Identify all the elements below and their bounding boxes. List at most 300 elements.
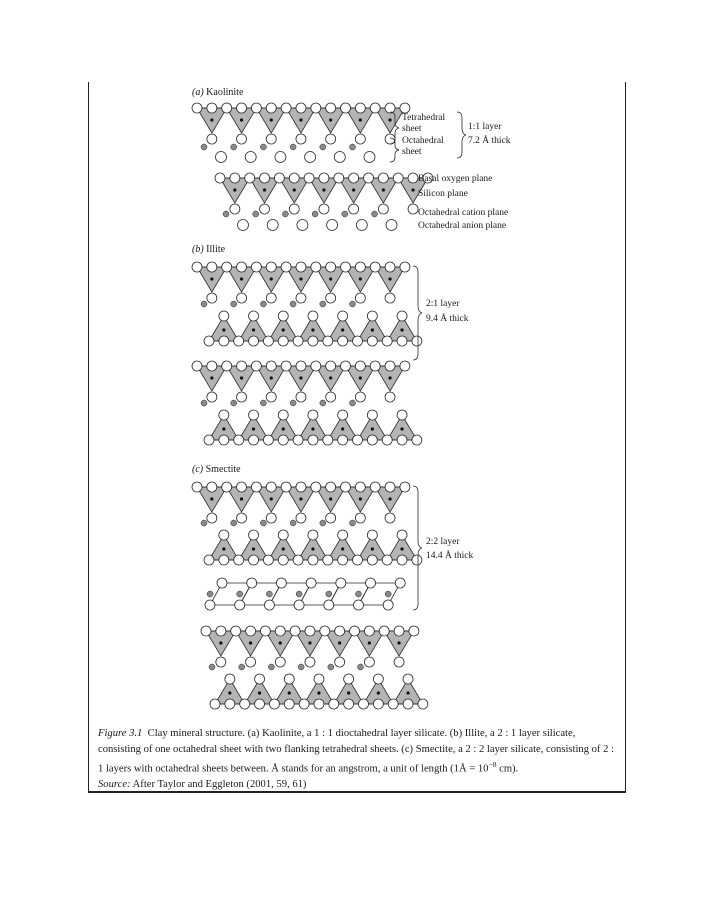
apex-oxygen-atom <box>338 530 348 540</box>
octahedral-cation <box>260 520 266 526</box>
oxygen-atom <box>275 626 285 636</box>
octahedral-cation <box>320 144 326 150</box>
figure-caption <box>98 726 618 793</box>
apex-oxygen-atom <box>219 311 229 321</box>
silicon-atom <box>311 547 314 550</box>
caption-text-end: cm). <box>496 763 519 775</box>
oxygen-atom <box>215 173 225 183</box>
oxygen-atom <box>370 482 380 492</box>
octahedral-cation <box>342 211 348 217</box>
oxygen-atom <box>281 262 291 272</box>
panel-b-label <box>192 244 225 256</box>
oxygen-atom <box>284 699 294 709</box>
oxygen-atom <box>290 626 300 636</box>
silicon-atom <box>311 328 314 331</box>
octahedral-anion <box>356 220 367 231</box>
oxygen-atom <box>382 435 392 445</box>
octahedral-cation <box>253 211 259 217</box>
silicon-atom <box>400 427 403 430</box>
apex-oxygen-atom <box>284 674 294 684</box>
oxygen-atom <box>207 103 217 113</box>
basal-oxygen-plane-label: Basal oxygen plane <box>418 174 493 184</box>
silicon-atom <box>359 277 362 280</box>
octahedral-sheet-label-2: sheet <box>402 147 422 157</box>
oxygen-atom <box>251 361 261 371</box>
oxygen-atom <box>353 435 363 445</box>
silicon-atom <box>210 497 213 500</box>
octahedral-cation <box>350 301 356 307</box>
oxygen-atom <box>367 435 377 445</box>
octahedral-cation <box>358 664 364 670</box>
illite-layer-type: 2:1 layer <box>426 299 460 309</box>
interlayer-cation <box>207 591 213 597</box>
panel-c-name: Smectite <box>205 464 241 475</box>
apex-oxygen-atom <box>237 513 247 523</box>
apex-oxygen-atom <box>255 674 265 684</box>
oxygen-atom <box>418 699 428 709</box>
silicon-atom <box>282 427 285 430</box>
hydroxide-anion <box>294 600 304 610</box>
oxygen-atom <box>230 173 240 183</box>
silicon-atom <box>210 277 213 280</box>
silicon-atom <box>388 118 391 121</box>
octahedral-sheet-label: Octahedral <box>402 136 444 146</box>
oxygen-atom <box>293 435 303 445</box>
interlayer-cation <box>266 591 272 597</box>
oxygen-atom <box>225 699 235 709</box>
octahedral-anion <box>216 152 227 163</box>
oxygen-atom <box>219 435 229 445</box>
apex-oxygen-atom <box>249 311 259 321</box>
octahedral-anion <box>267 220 278 231</box>
oxygen-atom <box>210 699 220 709</box>
oxygen-atom <box>234 435 244 445</box>
oxygen-atom <box>245 173 255 183</box>
octahedral-cation <box>372 211 378 217</box>
oxygen-atom <box>216 626 226 636</box>
oxygen-atom <box>353 336 363 346</box>
apex-oxygen-atom <box>355 293 365 303</box>
apex-oxygen-atom <box>335 657 345 667</box>
apex-oxygen-atom <box>355 513 365 523</box>
caption-source-label: Source: <box>98 779 131 791</box>
silicon-atom <box>359 497 362 500</box>
octahedral-cation <box>201 520 207 526</box>
panel-c-label <box>192 464 241 476</box>
oxygen-atom <box>192 262 202 272</box>
octahedral-cation <box>298 664 304 670</box>
apex-oxygen-atom <box>397 530 407 540</box>
hydroxide-anion <box>205 600 215 610</box>
silicon-atom <box>377 691 380 694</box>
oxygen-atom <box>296 103 306 113</box>
apex-oxygen-atom <box>266 392 276 402</box>
oxygen-atom <box>260 173 270 183</box>
octahedral-anion <box>386 220 397 231</box>
octahedral-cation <box>328 664 334 670</box>
apex-oxygen-atom <box>237 392 247 402</box>
octahedral-cation <box>290 144 296 150</box>
silicon-atom <box>240 497 243 500</box>
oxygen-atom <box>326 361 336 371</box>
silicon-atom <box>329 118 332 121</box>
apex-oxygen-atom <box>289 204 299 214</box>
oxygen-atom <box>370 361 380 371</box>
oxygen-atom <box>251 103 261 113</box>
oxygen-atom <box>293 336 303 346</box>
silicon-atom <box>270 497 273 500</box>
oxygen-atom <box>349 173 359 183</box>
silicon-atom <box>299 277 302 280</box>
octahedral-cation <box>260 301 266 307</box>
hydroxide-anion <box>264 600 274 610</box>
oxygen-atom <box>219 555 229 565</box>
apex-oxygen-atom <box>260 204 270 214</box>
layer-2-2-brace <box>413 486 422 610</box>
oxygen-atom <box>341 361 351 371</box>
octahedral-anion <box>327 220 338 231</box>
octahedral-cation <box>260 400 266 406</box>
apex-oxygen-atom <box>397 410 407 420</box>
silicon-atom <box>329 277 332 280</box>
silicon-atom <box>270 118 273 121</box>
silicon-atom <box>338 641 341 644</box>
apex-oxygen-atom <box>308 530 318 540</box>
silicon-atom <box>388 277 391 280</box>
apex-oxygen-atom <box>278 410 288 420</box>
oxygen-atom <box>338 336 348 346</box>
hydroxide-anion <box>336 578 346 588</box>
apex-oxygen-atom <box>216 657 226 667</box>
apex-oxygen-atom <box>296 392 306 402</box>
oxygen-atom <box>263 435 273 445</box>
illite-layer-thickness: 9.4 Å thick <box>426 314 469 324</box>
oxygen-atom <box>201 626 211 636</box>
silicon-atom <box>347 691 350 694</box>
oxygen-atom <box>207 361 217 371</box>
interlayer-cation <box>296 591 302 597</box>
octahedral-cation-plane-label: Octahedral cation plane <box>418 208 509 218</box>
silicon-atom <box>228 691 231 694</box>
oxygen-atom <box>320 626 330 636</box>
oxygen-atom <box>192 361 202 371</box>
silicon-atom <box>263 188 266 191</box>
oxygen-atom <box>344 699 354 709</box>
hydroxide-anion <box>217 578 227 588</box>
oxygen-atom <box>311 361 321 371</box>
apex-oxygen-atom <box>225 674 235 684</box>
silicon-atom <box>388 376 391 379</box>
caption-text: Clay mineral structure. (a) Kaolinite, a 1 : 1 dioctahedral layer silicate. (b) Illite, a 2 : 1 layer silicate, consisting of one octahedral sheet with two flanking tetrahedral sheets. (c) Smectite, a 2 : 2 layer silicate, consisting of 2 : 1 layers with octahedral sheets between. Å stands for an angstrom, a unit of length (1Å = 10 <box>98 728 615 775</box>
oxygen-atom <box>237 482 247 492</box>
octahedral-cation <box>350 144 356 150</box>
octahedral-cation <box>231 400 237 406</box>
silicon-atom <box>270 277 273 280</box>
panel-c-letter: (c) <box>192 464 204 475</box>
interlayer-cation <box>385 591 391 597</box>
oxygen-atom <box>338 555 348 565</box>
hydroxide-anion <box>395 578 405 588</box>
silicon-atom <box>400 328 403 331</box>
oxygen-atom <box>260 626 270 636</box>
octahedral-cation <box>231 520 237 526</box>
oxygen-atom <box>207 482 217 492</box>
apex-oxygen-atom <box>385 513 395 523</box>
oxygen-atom <box>237 262 247 272</box>
silicon-atom <box>388 497 391 500</box>
apex-oxygen-atom <box>207 392 217 402</box>
oxygen-atom <box>323 435 333 445</box>
oxygen-atom <box>222 482 232 492</box>
oxygen-atom <box>378 173 388 183</box>
kaolinite-layer-type: 1:1 layer <box>468 122 502 132</box>
apex-oxygen-atom <box>275 657 285 667</box>
octahedral-cation <box>290 301 296 307</box>
silicon-atom <box>406 691 409 694</box>
hydroxide-anion <box>247 578 257 588</box>
oxygen-atom <box>350 626 360 636</box>
oxygen-atom <box>266 482 276 492</box>
octahedral-cation <box>320 400 326 406</box>
oxygen-atom <box>222 262 232 272</box>
layer-1-1-brace <box>457 112 466 158</box>
caption-source <box>98 777 618 793</box>
apex-oxygen-atom <box>230 204 240 214</box>
apex-oxygen-atom <box>296 293 306 303</box>
apex-oxygen-atom <box>207 513 217 523</box>
silicon-atom <box>352 188 355 191</box>
panel-a-name: Kaolinite <box>206 87 244 98</box>
octahedral-cation <box>231 301 237 307</box>
oxygen-atom <box>296 361 306 371</box>
hydroxide-octahedron <box>359 583 401 605</box>
silicon-atom <box>322 188 325 191</box>
silicon-atom <box>210 118 213 121</box>
silicon-atom <box>317 691 320 694</box>
oxygen-atom <box>269 699 279 709</box>
oxygen-atom <box>299 699 309 709</box>
oxygen-atom <box>304 173 314 183</box>
silicon-atom <box>371 547 374 550</box>
oxygen-atom <box>323 336 333 346</box>
apex-oxygen-atom <box>249 530 259 540</box>
hydroxide-anion <box>235 600 245 610</box>
hydroxide-anion <box>366 578 376 588</box>
silicon-atom <box>371 427 374 430</box>
oxygen-atom <box>385 361 395 371</box>
silicon-atom <box>382 188 385 191</box>
oxygen-atom <box>382 336 392 346</box>
oxygen-atom <box>308 555 318 565</box>
oxygen-atom <box>204 336 214 346</box>
apex-oxygen-atom <box>308 311 318 321</box>
silicon-atom <box>299 497 302 500</box>
oxygen-atom <box>326 482 336 492</box>
oxygen-atom <box>192 482 202 492</box>
silicon-atom <box>222 547 225 550</box>
oxygen-atom <box>412 555 422 565</box>
oxygen-atom <box>234 555 244 565</box>
oxygen-atom <box>296 482 306 492</box>
octahedral-anion-plane-label: Octahedral anion plane <box>418 221 507 231</box>
interlayer-cation <box>237 591 243 597</box>
interlayer-cation <box>356 591 362 597</box>
apex-oxygen-atom <box>367 530 377 540</box>
silicon-atom <box>311 427 314 430</box>
silicon-plane-label: Silicon plane <box>418 189 468 199</box>
silicon-atom <box>359 118 362 121</box>
octahedral-cation <box>320 301 326 307</box>
silicon-atom <box>210 376 213 379</box>
oxygen-atom <box>326 103 336 113</box>
silicon-atom <box>270 376 273 379</box>
oxygen-atom <box>370 262 380 272</box>
octahedral-cation <box>223 211 229 217</box>
oxygen-atom <box>334 173 344 183</box>
octahedral-cation <box>350 400 356 406</box>
caption-body <box>98 726 618 777</box>
oxygen-atom <box>367 336 377 346</box>
oxygen-atom <box>192 103 202 113</box>
oxygen-atom <box>281 103 291 113</box>
oxygen-atom <box>251 262 261 272</box>
oxygen-atom <box>266 262 276 272</box>
apex-oxygen-atom <box>246 657 256 667</box>
tetrahedral-sheet-label: Tetrahedral <box>402 113 446 123</box>
hydroxide-anion <box>383 600 393 610</box>
hydroxide-anion <box>306 578 316 588</box>
oxygen-atom <box>367 555 377 565</box>
oxygen-atom <box>278 555 288 565</box>
apex-oxygen-atom <box>237 134 247 144</box>
oxygen-atom <box>281 361 291 371</box>
silicon-atom <box>252 328 255 331</box>
apex-oxygen-atom <box>367 311 377 321</box>
oxygen-atom <box>207 262 217 272</box>
caption-figure-label: Figure 3.1 <box>98 728 143 739</box>
apex-oxygen-atom <box>237 293 247 303</box>
oxygen-atom <box>400 361 410 371</box>
apex-oxygen-atom <box>319 204 329 214</box>
apex-oxygen-atom <box>296 134 306 144</box>
apex-oxygen-atom <box>249 410 259 420</box>
apex-oxygen-atom <box>385 293 395 303</box>
apex-oxygen-atom <box>207 134 217 144</box>
silicon-atom <box>293 188 296 191</box>
oxygen-atom <box>231 626 241 636</box>
apex-oxygen-atom <box>326 134 336 144</box>
octahedral-anion <box>297 220 308 231</box>
oxygen-atom <box>293 555 303 565</box>
oxygen-atom <box>308 435 318 445</box>
octahedral-anion <box>245 152 256 163</box>
silicon-atom <box>400 547 403 550</box>
apex-oxygen-atom <box>326 513 336 523</box>
silicon-atom <box>258 691 261 694</box>
kaolinite-layer-thickness: 7.2 Å thick <box>468 136 511 146</box>
oxygen-atom <box>234 336 244 346</box>
oxygen-atom <box>394 626 404 636</box>
octahedral-cation <box>268 664 274 670</box>
apex-oxygen-atom <box>403 674 413 684</box>
tetrahedral-sheet-label-2: sheet <box>402 124 422 134</box>
silicon-atom <box>233 188 236 191</box>
apex-oxygen-atom <box>308 410 318 420</box>
octahedral-cation <box>231 144 237 150</box>
oxygen-atom <box>385 103 395 113</box>
oxygen-atom <box>266 103 276 113</box>
apex-oxygen-atom <box>219 410 229 420</box>
silicon-atom <box>329 497 332 500</box>
octahedral-anion <box>305 152 316 163</box>
apex-oxygen-atom <box>355 134 365 144</box>
octahedral-cation <box>239 664 245 670</box>
oxygen-atom <box>355 262 365 272</box>
silicon-atom <box>240 376 243 379</box>
silicon-atom <box>222 328 225 331</box>
smectite-layer-thickness: 14.4 Å thick <box>426 551 474 561</box>
oxygen-atom <box>364 626 374 636</box>
octahedral-cation <box>201 144 207 150</box>
oxygen-atom <box>388 699 398 709</box>
oxygen-atom <box>385 482 395 492</box>
apex-oxygen-atom <box>266 293 276 303</box>
octahedral-cation <box>201 400 207 406</box>
oxygen-atom <box>263 336 273 346</box>
silicon-atom <box>341 427 344 430</box>
oxygen-atom <box>314 699 324 709</box>
apex-oxygen-atom <box>266 134 276 144</box>
oxygen-atom <box>408 173 418 183</box>
oxygen-atom <box>370 103 380 113</box>
oxygen-atom <box>385 262 395 272</box>
silicon-atom <box>219 641 222 644</box>
oxygen-atom <box>266 361 276 371</box>
oxygen-atom <box>400 482 410 492</box>
oxygen-atom <box>359 699 369 709</box>
apex-oxygen-atom <box>378 204 388 214</box>
panel-a-letter: (a) <box>192 87 204 98</box>
oxygen-atom <box>278 336 288 346</box>
oxygen-atom <box>403 699 413 709</box>
apex-oxygen-atom <box>219 530 229 540</box>
oxygen-atom <box>237 103 247 113</box>
oxygen-atom <box>278 435 288 445</box>
oxygen-atom <box>393 173 403 183</box>
octahedral-anion <box>275 152 286 163</box>
silicon-atom <box>222 427 225 430</box>
oxygen-atom <box>263 555 273 565</box>
oxygen-atom <box>289 173 299 183</box>
silicon-atom <box>397 641 400 644</box>
apex-oxygen-atom <box>397 311 407 321</box>
oxygen-atom <box>373 699 383 709</box>
apex-oxygen-atom <box>305 657 315 667</box>
oxygen-atom <box>335 626 345 636</box>
silicon-atom <box>368 641 371 644</box>
oxygen-atom <box>353 555 363 565</box>
caption-source-text: After Taylor and Eggleton (2001, 59, 61) <box>132 779 307 791</box>
apex-oxygen-atom <box>355 392 365 402</box>
oxygen-atom <box>219 336 229 346</box>
oxygen-atom <box>341 482 351 492</box>
oxygen-atom <box>204 435 214 445</box>
oxygen-atom <box>329 699 339 709</box>
apex-oxygen-atom <box>326 392 336 402</box>
octahedral-cation <box>290 400 296 406</box>
oxygen-atom <box>355 103 365 113</box>
interlayer-cation <box>326 591 332 597</box>
